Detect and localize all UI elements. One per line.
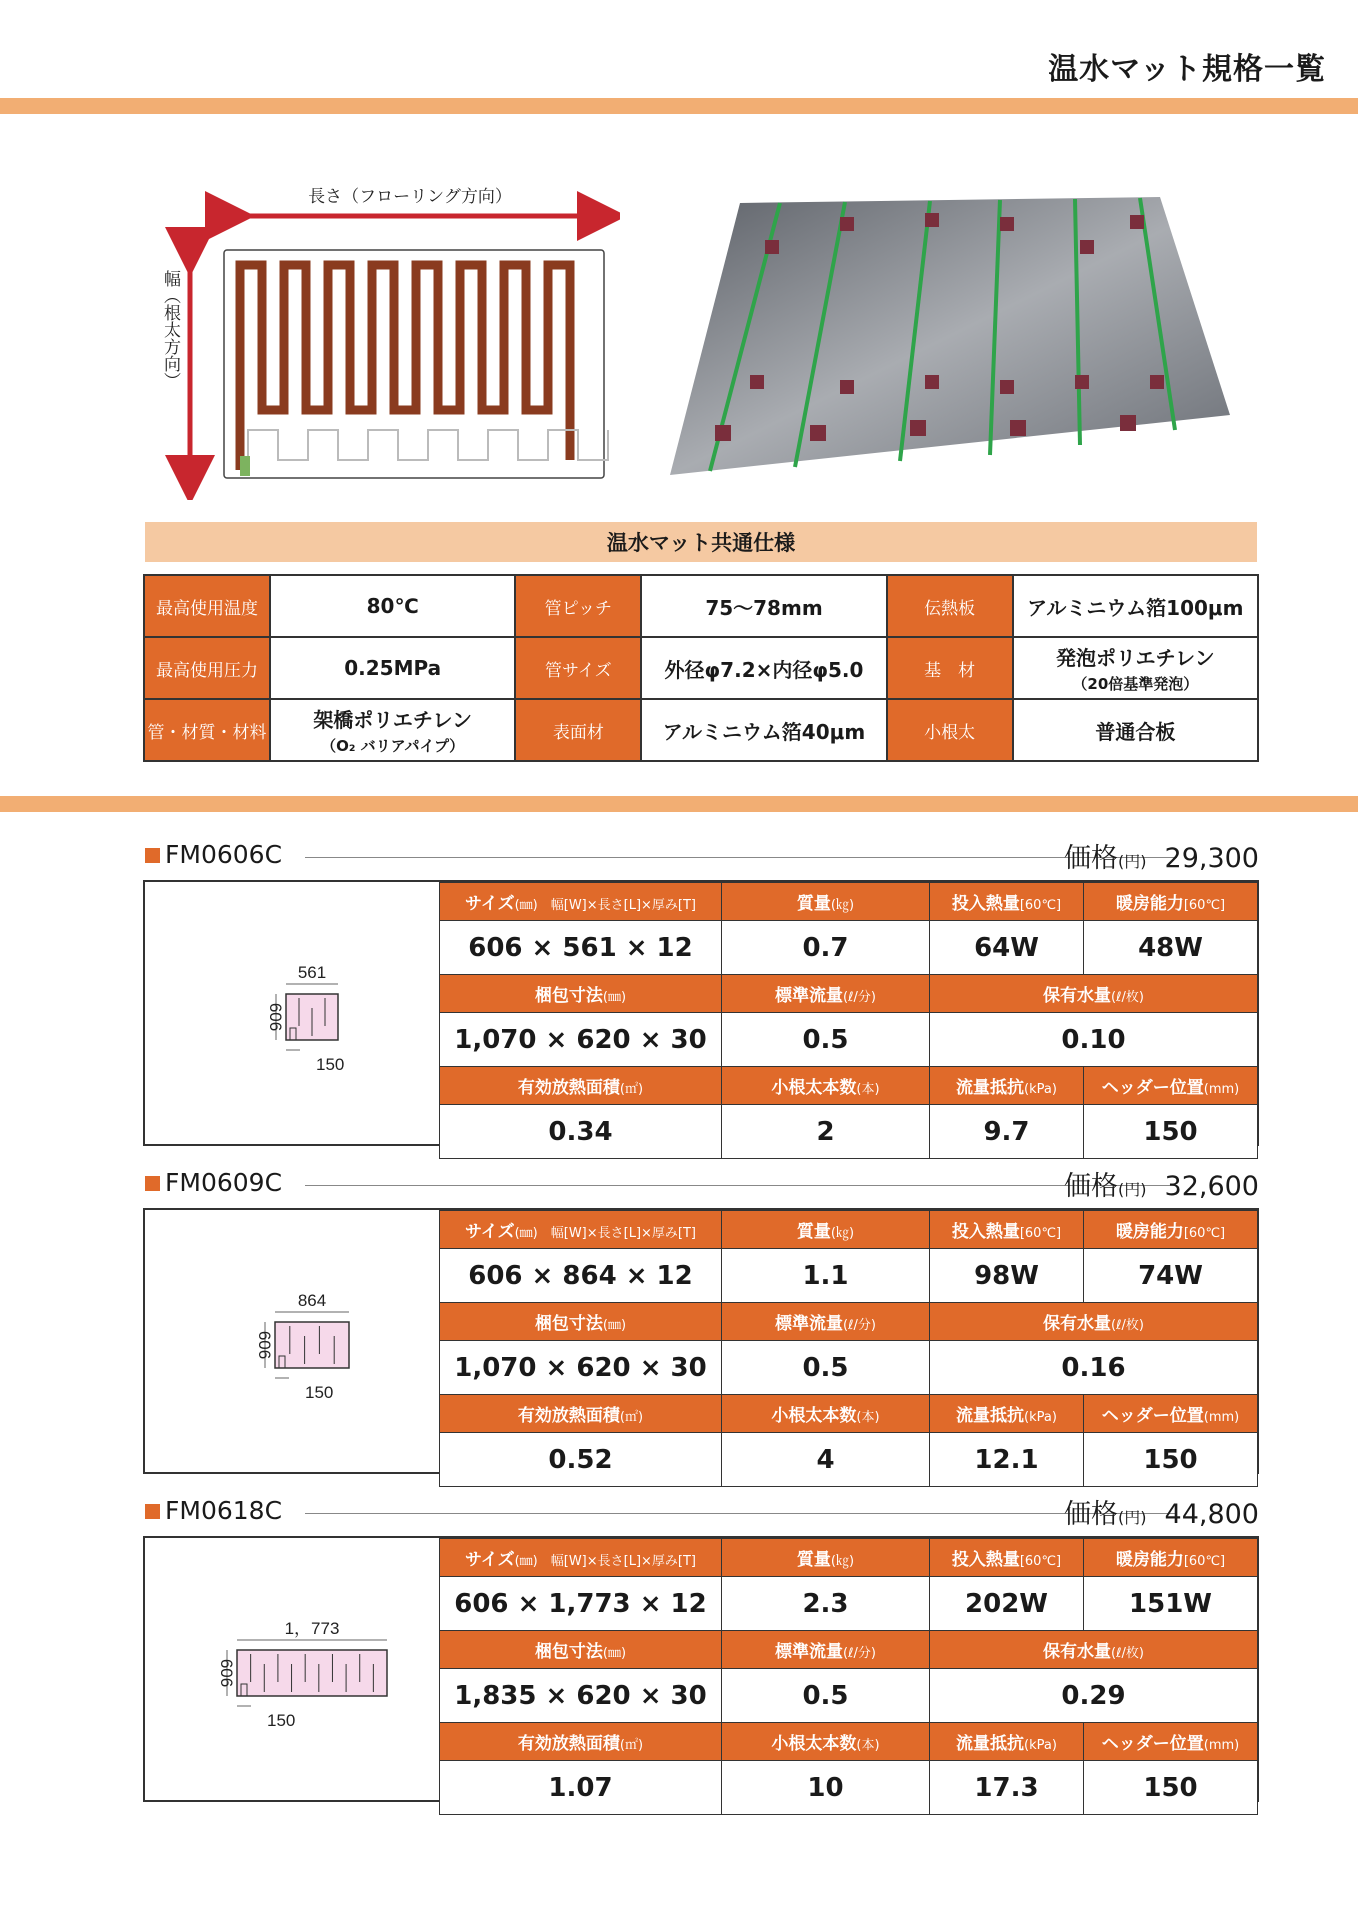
flow-header: 標準流量(ℓ/分) [722, 1631, 930, 1669]
top-divider-band [0, 98, 1358, 114]
size-value: 606 × 864 × 12 [440, 1249, 722, 1303]
heat-input-value: 98W [930, 1249, 1084, 1303]
width-dim-label: 606 [255, 1330, 274, 1360]
spec-key: 伝熱板 [887, 575, 1013, 637]
mat-shape [275, 1322, 349, 1368]
spec-value: 0.25MPa [270, 637, 515, 699]
spec-value: 外径φ7.2×内径φ5.0 [641, 637, 886, 699]
mass-value: 0.7 [722, 921, 930, 975]
size-header: サイズ(㎜) 幅[W]×長さ[L]×厚み[T] [440, 1539, 722, 1577]
bullet-square [145, 1504, 160, 1519]
flow-value: 0.5 [722, 1341, 930, 1395]
product-spec-box [143, 880, 1259, 1146]
size-header: サイズ(㎜) 幅[W]×長さ[L]×厚み[T] [440, 1211, 722, 1249]
spec-value: 普通合板 [1013, 699, 1258, 761]
heat-input-header: 投入熱量[60℃] [930, 883, 1084, 921]
product-price: 価格(円) 32,600 [1064, 1171, 1259, 1202]
pipe-layout-illustration [140, 180, 620, 500]
width-dim-label: 606 [266, 1002, 285, 1032]
spec-value: 発泡ポリエチレン （20倍基準発泡） [1013, 637, 1258, 699]
resistance-value: 17.3 [930, 1761, 1084, 1815]
spec-key: 管サイズ [515, 637, 641, 699]
header-pos-header: ヘッダー位置(mm) [1084, 1723, 1258, 1761]
product-header [145, 1166, 1259, 1202]
header-pos-header: ヘッダー位置(mm) [1084, 1067, 1258, 1105]
spec-value: アルミニウム箔100μm [1013, 575, 1258, 637]
mass-header: 質量(㎏) [722, 883, 930, 921]
heating-header: 暖房能力[60℃] [1084, 1211, 1258, 1249]
page-title: 温水マット規格一覧 [1048, 52, 1326, 87]
product-spec-table [439, 1538, 1258, 1815]
water-header: 保有水量(ℓ/枚) [930, 975, 1258, 1013]
joists-value: 4 [722, 1433, 930, 1487]
header-pos-header: ヘッダー位置(mm) [1084, 1395, 1258, 1433]
size-header: サイズ(㎜) 幅[W]×長さ[L]×厚み[T] [440, 883, 722, 921]
svg-text:幅（根太方向）: 幅（根太方向） [160, 270, 180, 389]
heat-input-header: 投入熱量[60℃] [930, 1211, 1084, 1249]
product-thumbnail [145, 882, 441, 1144]
mass-value: 1.1 [722, 1249, 930, 1303]
mat-thumbnail-drawing [145, 882, 439, 1144]
product-spec-box [143, 1536, 1259, 1802]
common-spec-heading: 温水マット共通仕様 [145, 522, 1257, 562]
heating-header: 暖房能力[60℃] [1084, 1539, 1258, 1577]
mat-shape [237, 1650, 387, 1696]
flow-value: 0.5 [722, 1013, 930, 1067]
flow-header: 標準流量(ℓ/分) [722, 975, 930, 1013]
flow-header: 標準流量(ℓ/分) [722, 1303, 930, 1341]
common-spec-table [143, 574, 1259, 762]
length-dim-label: 1，773 [284, 1619, 340, 1638]
heating-value: 74W [1084, 1249, 1258, 1303]
water-value: 0.10 [930, 1013, 1258, 1067]
spec-row [144, 637, 1258, 699]
header-pos-value: 150 [1084, 1761, 1258, 1815]
header-pos-value: 150 [1084, 1433, 1258, 1487]
product-spec-table [439, 1210, 1258, 1487]
spec-value: アルミニウム箔40μm [641, 699, 886, 761]
area-value: 0.52 [440, 1433, 722, 1487]
joists-value: 10 [722, 1761, 930, 1815]
heat-input-value: 64W [930, 921, 1084, 975]
width-direction-label [160, 270, 181, 389]
product-thumbnail [145, 1210, 441, 1472]
header-connector [240, 456, 250, 476]
header-pos-value: 150 [1084, 1105, 1258, 1159]
spec-key: 管ピッチ [515, 575, 641, 637]
water-header: 保有水量(ℓ/枚) [930, 1303, 1258, 1341]
product-code: FM0618C [165, 1496, 283, 1525]
resistance-header: 流量抵抗(kPa) [930, 1067, 1084, 1105]
joists-header: 小根太本数(本) [722, 1067, 930, 1105]
size-value: 606 × 561 × 12 [440, 921, 722, 975]
spec-row [144, 699, 1258, 761]
resistance-value: 9.7 [930, 1105, 1084, 1159]
resistance-header: 流量抵抗(kPa) [930, 1395, 1084, 1433]
mat-product-photo [670, 195, 1230, 475]
product-spec-table [439, 882, 1258, 1159]
water-header: 保有水量(ℓ/枚) [930, 1631, 1258, 1669]
spec-subvalue: （20倍基準発泡） [1072, 675, 1199, 693]
length-dim-label: 561 [297, 963, 327, 982]
water-value: 0.29 [930, 1669, 1258, 1723]
mass-header: 質量(㎏) [722, 1539, 930, 1577]
package-header: 梱包寸法(㎜) [440, 975, 722, 1013]
spec-subvalue: （O₂ バリアパイプ） [321, 737, 465, 755]
length-dim-label: 864 [297, 1291, 327, 1310]
package-value: 1,835 × 620 × 30 [440, 1669, 722, 1723]
spec-value: 架橋ポリエチレン （O₂ バリアパイプ） [270, 699, 515, 761]
package-value: 1,070 × 620 × 30 [440, 1341, 722, 1395]
header-rule [305, 1513, 1177, 1514]
area-header: 有効放熱面積(㎡) [440, 1067, 722, 1105]
mass-value: 2.3 [722, 1577, 930, 1631]
heat-input-value: 202W [930, 1577, 1084, 1631]
bullet-square [145, 1176, 160, 1191]
width-dim-label: 606 [217, 1658, 236, 1688]
offset-dim-label: 150 [305, 1383, 334, 1402]
resistance-header: 流量抵抗(kPa) [930, 1723, 1084, 1761]
mat-photo-illustration [670, 195, 1230, 475]
product-spec-box [143, 1208, 1259, 1474]
mat-thumbnail-drawing [145, 1538, 439, 1800]
mat-thumbnail-drawing [145, 1210, 439, 1472]
header-rule [305, 1185, 1177, 1186]
header-rule [305, 857, 1177, 858]
heating-header: 暖房能力[60℃] [1084, 883, 1258, 921]
package-value: 1,070 × 620 × 30 [440, 1013, 722, 1067]
resistance-value: 12.1 [930, 1433, 1084, 1487]
spec-key: 小根太 [887, 699, 1013, 761]
joists-header: 小根太本数(本) [722, 1723, 930, 1761]
heating-value: 48W [1084, 921, 1258, 975]
area-value: 1.07 [440, 1761, 722, 1815]
spec-key: 管・材質・材料 [144, 699, 270, 761]
product-code: FM0609C [165, 1168, 283, 1197]
product-header [145, 838, 1259, 874]
area-header: 有効放熱面積(㎡) [440, 1723, 722, 1761]
joists-value: 2 [722, 1105, 930, 1159]
size-value: 606 × 1,773 × 12 [440, 1577, 722, 1631]
product-code: FM0606C [165, 840, 283, 869]
spec-key: 表面材 [515, 699, 641, 761]
product-thumbnail [145, 1538, 441, 1800]
mid-divider-band [0, 796, 1358, 812]
product-price: 価格(円) 29,300 [1064, 843, 1259, 874]
spec-value: 75〜78mm [641, 575, 886, 637]
spec-key: 最高使用圧力 [144, 637, 270, 699]
spec-key: 基 材 [887, 637, 1013, 699]
heating-value: 151W [1084, 1577, 1258, 1631]
product-header [145, 1494, 1259, 1530]
area-header: 有効放熱面積(㎡) [440, 1395, 722, 1433]
mat-pipe-diagram [140, 180, 620, 500]
spec-key: 最高使用温度 [144, 575, 270, 637]
bullet-square [145, 848, 160, 863]
spec-row [144, 575, 1258, 637]
mass-header: 質量(㎏) [722, 1211, 930, 1249]
joists-header: 小根太本数(本) [722, 1395, 930, 1433]
water-value: 0.16 [930, 1341, 1258, 1395]
heat-input-header: 投入熱量[60℃] [930, 1539, 1084, 1577]
length-direction-label: 長さ（フローリング方向） [308, 187, 512, 207]
flow-value: 0.5 [722, 1669, 930, 1723]
package-header: 梱包寸法(㎜) [440, 1303, 722, 1341]
offset-dim-label: 150 [316, 1055, 345, 1074]
offset-dim-label: 150 [267, 1711, 296, 1730]
package-header: 梱包寸法(㎜) [440, 1631, 722, 1669]
spec-value: 80℃ [270, 575, 515, 637]
area-value: 0.34 [440, 1105, 722, 1159]
product-price: 価格(円) 44,800 [1064, 1499, 1259, 1530]
